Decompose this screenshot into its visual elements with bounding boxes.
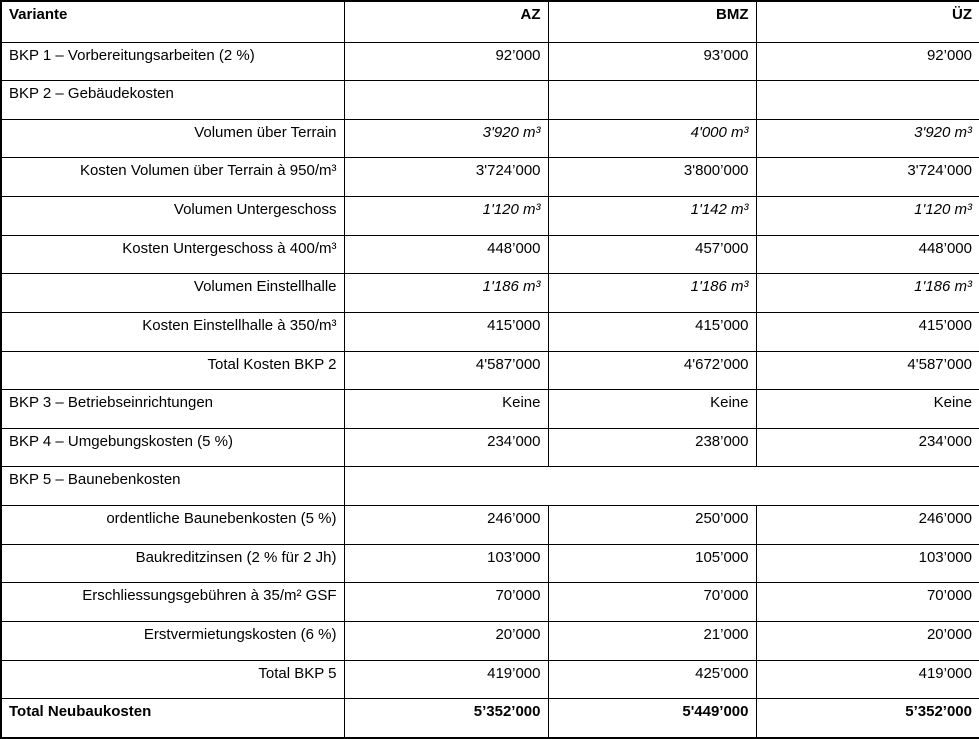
value-cell: 1'120 m³ <box>344 197 548 236</box>
value-cell <box>344 81 548 120</box>
value-cell <box>548 81 756 120</box>
table-row <box>1 583 979 622</box>
value-cell: 21’000 <box>548 621 756 660</box>
value-cell: Keine <box>756 390 979 429</box>
column-header-uez: ÜZ <box>756 1 979 42</box>
merged-empty-cell <box>344 467 979 506</box>
value-cell <box>756 81 979 120</box>
table-row <box>1 274 979 313</box>
table-row <box>1 312 979 351</box>
value-cell: 92’000 <box>344 42 548 81</box>
value-cell: 238’000 <box>548 428 756 467</box>
value-cell: 415’000 <box>548 312 756 351</box>
table-row <box>1 699 979 738</box>
value-cell: 234’000 <box>756 428 979 467</box>
value-cell: 250’000 <box>548 506 756 545</box>
value-cell: 415’000 <box>344 312 548 351</box>
row-label: Erschliessungsgebühren à 35/m² GSF <box>1 583 344 622</box>
row-label: BKP 3 – Betriebseinrichtungen <box>1 390 344 429</box>
value-cell: 1'186 m³ <box>548 274 756 313</box>
value-cell: 234’000 <box>344 428 548 467</box>
value-cell: 3'920 m³ <box>756 119 979 158</box>
table-row <box>1 390 979 429</box>
value-cell: 5’352’000 <box>756 699 979 738</box>
value-cell: 415’000 <box>756 312 979 351</box>
row-label: Volumen über Terrain <box>1 119 344 158</box>
value-cell: 103’000 <box>756 544 979 583</box>
row-label: Total Kosten BKP 2 <box>1 351 344 390</box>
value-cell: 457’000 <box>548 235 756 274</box>
row-label: BKP 5 – Baunebenkosten <box>1 467 344 506</box>
value-cell: 425’000 <box>548 660 756 699</box>
table-row <box>1 428 979 467</box>
row-label: BKP 2 – Gebäudekosten <box>1 81 344 120</box>
value-cell: Keine <box>548 390 756 429</box>
value-cell: 246’000 <box>756 506 979 545</box>
row-label: Volumen Untergeschoss <box>1 197 344 236</box>
value-cell: 4'587’000 <box>756 351 979 390</box>
row-label: Kosten Untergeschoss à 400/m³ <box>1 235 344 274</box>
value-cell: 3'724’000 <box>344 158 548 197</box>
table-row <box>1 119 979 158</box>
value-cell: 1'120 m³ <box>756 197 979 236</box>
table-row <box>1 81 979 120</box>
row-label: BKP 1 – Vorbereitungsarbeiten (2 %) <box>1 42 344 81</box>
row-label: Baukreditzinsen (2 % für 2 Jh) <box>1 544 344 583</box>
value-cell: 105’000 <box>548 544 756 583</box>
value-cell: 70’000 <box>344 583 548 622</box>
row-label: ordentliche Baunebenkosten (5 %) <box>1 506 344 545</box>
table-row <box>1 351 979 390</box>
table-row <box>1 660 979 699</box>
table-row <box>1 467 979 506</box>
column-header-bmz: BMZ <box>548 1 756 42</box>
value-cell: 20’000 <box>756 621 979 660</box>
row-label: Total Neubaukosten <box>1 699 344 738</box>
value-cell: 70’000 <box>756 583 979 622</box>
value-cell: 4'587’000 <box>344 351 548 390</box>
value-cell: 1'142 m³ <box>548 197 756 236</box>
value-cell: 103’000 <box>344 544 548 583</box>
value-cell: 3'800’000 <box>548 158 756 197</box>
row-label: Kosten Einstellhalle à 350/m³ <box>1 312 344 351</box>
table-row <box>1 42 979 81</box>
column-header-variante: Variante <box>1 1 344 42</box>
value-cell: 1'186 m³ <box>344 274 548 313</box>
table-row <box>1 621 979 660</box>
row-label: Erstvermietungskosten (6 %) <box>1 621 344 660</box>
value-cell: 70’000 <box>548 583 756 622</box>
value-cell: 448’000 <box>756 235 979 274</box>
column-header-az: AZ <box>344 1 548 42</box>
value-cell: 4'672’000 <box>548 351 756 390</box>
value-cell: 5'449’000 <box>548 699 756 738</box>
value-cell: 419’000 <box>756 660 979 699</box>
value-cell: 20’000 <box>344 621 548 660</box>
row-label: BKP 4 – Umgebungskosten (5 %) <box>1 428 344 467</box>
header-row <box>1 1 979 42</box>
value-cell: 3'724’000 <box>756 158 979 197</box>
table-row <box>1 197 979 236</box>
table-body <box>1 42 979 738</box>
table-row <box>1 506 979 545</box>
value-cell: 92’000 <box>756 42 979 81</box>
value-cell: 3'920 m³ <box>344 119 548 158</box>
value-cell: 4'000 m³ <box>548 119 756 158</box>
value-cell: 448’000 <box>344 235 548 274</box>
value-cell: 93’000 <box>548 42 756 81</box>
value-cell: 246’000 <box>344 506 548 545</box>
table-row <box>1 544 979 583</box>
row-label: Total BKP 5 <box>1 660 344 699</box>
value-cell: Keine <box>344 390 548 429</box>
value-cell: 5’352’000 <box>344 699 548 738</box>
value-cell: 419’000 <box>344 660 548 699</box>
value-cell: 1'186 m³ <box>756 274 979 313</box>
row-label: Volumen Einstellhalle <box>1 274 344 313</box>
row-label: Kosten Volumen über Terrain à 950/m³ <box>1 158 344 197</box>
table-row <box>1 158 979 197</box>
table-row <box>1 235 979 274</box>
